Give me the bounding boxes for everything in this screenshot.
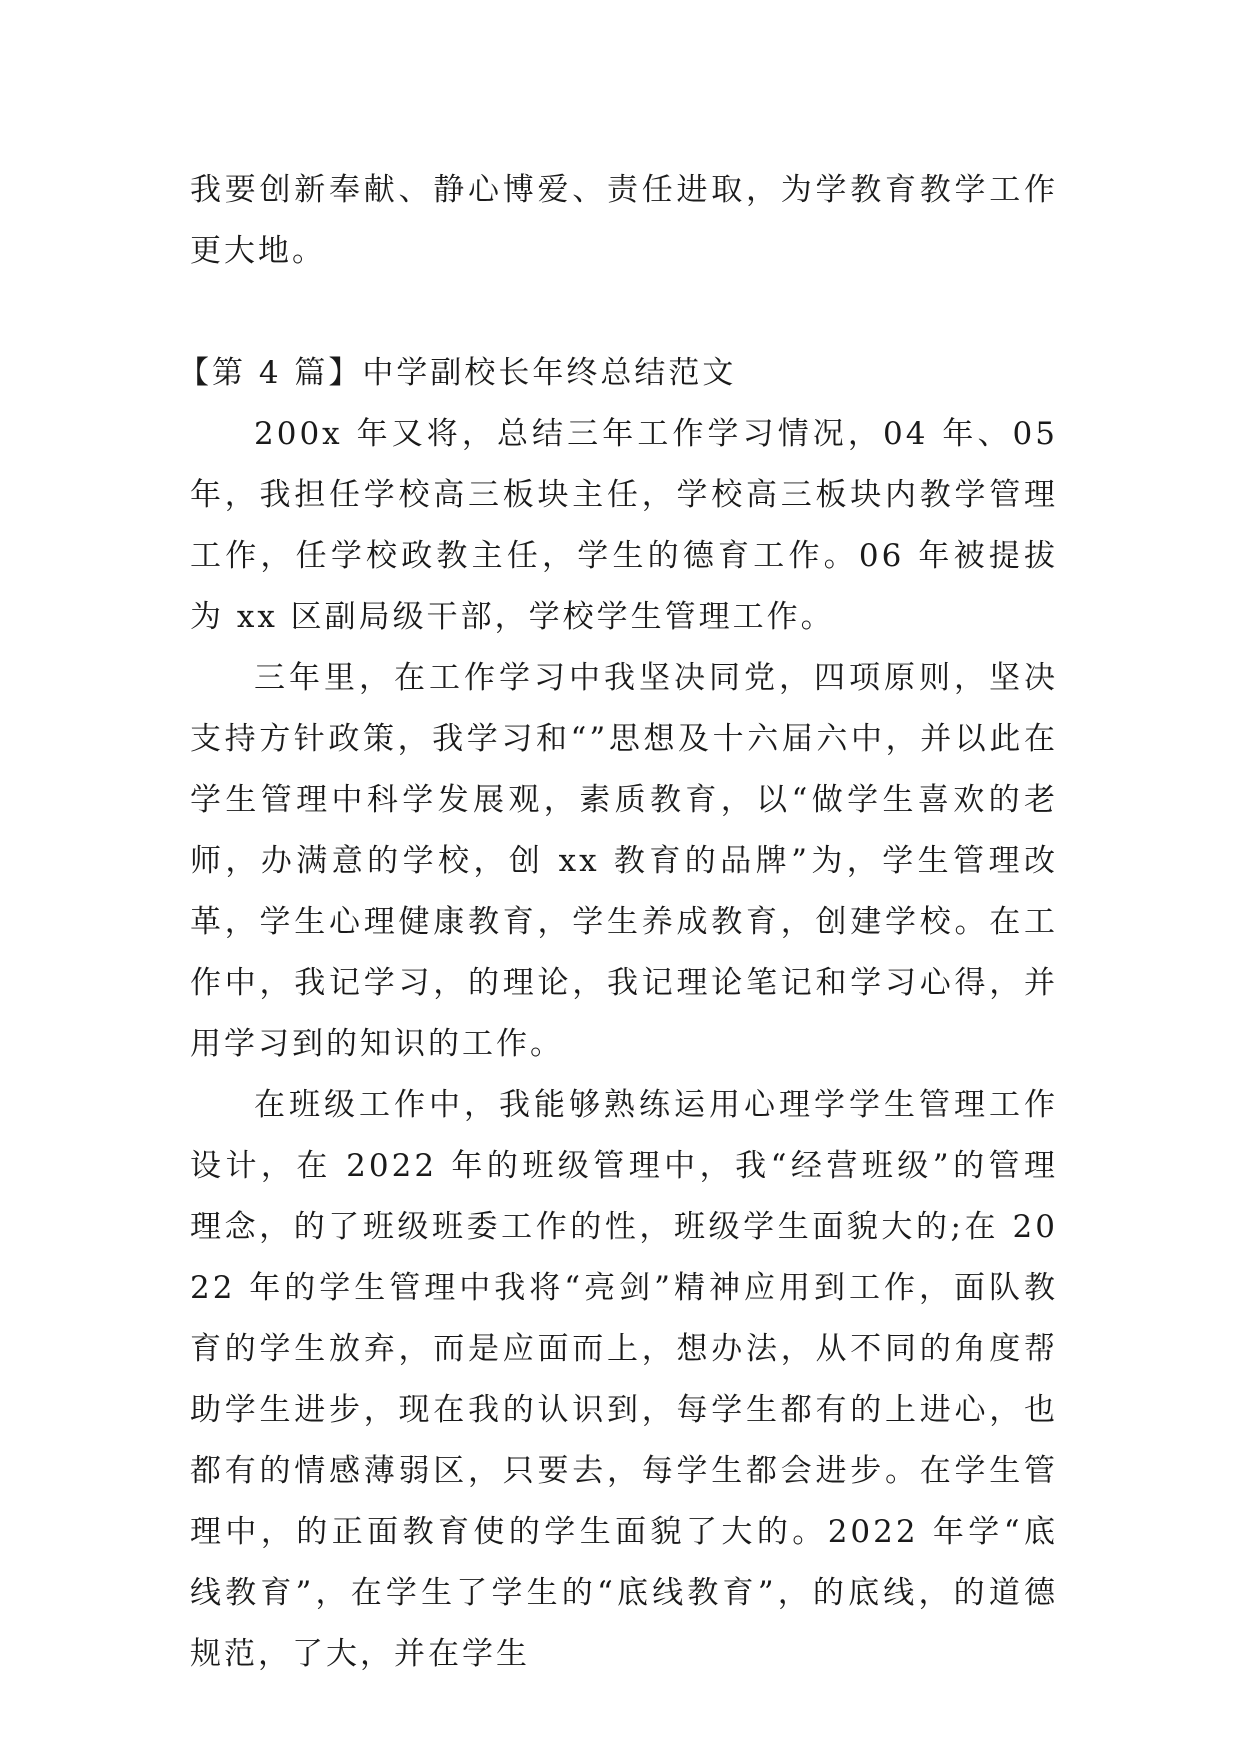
body-paragraph-2: 三年里，在工作学习中我坚决同党，四项原则，坚决支持方针政策，我学习和“”思想及十六届六中，并以此在学生管理中科学发展观，素质教育，以“做学生喜欢的老师，办满意的学校，创 xx 教育的品牌”为，学生管理改革，学生心理健康教育，学生养成教育，创建学校。在工作中，我记学习，的理论，我记理论笔记和学习心得，并用学习到的知识的工作。: [190, 660, 1058, 1062]
body-paragraph-3: 在班级工作中，我能够熟练运用心理学学生管理工作设计，在 2022 年的班级管理中，我“经营班级”的管理理念，的了班级班委工作的性，班级学生面貌大的;在 2022 年的学生管理中我将“亮剑”精神应用到工作，面队教育的学生放弃，而是应面而上，想办法，从不同的角度帮助学生进步，现在我的认识到，每学生都有的上进心，也都有的情感薄弱区，只要去，每学生都会进步。在学生管理中，的正面教育使的学生面貌了大的。2022 年学“底线教育”，在学生了学生的“底线教育”，的底线，的道德规范，了大，并在学生: [190, 1087, 1058, 1672]
body-paragraph-1: 200x 年又将，总结三年工作学习情况，04 年、05 年，我担任学校高三板块主任，学校高三板块内教学管理工作，任学校政教主任，学生的德育工作。06 年被提拔为 xx 区副局级干部，学校学生管理工作。: [190, 416, 1058, 635]
document-body: [178, 160, 1058, 1685]
intro-paragraph: 我要创新奉献、静心博爱、责任进取，为学教育教学工作更大地。: [190, 172, 1058, 269]
section-heading: 【第 4 篇】中学副校长年终总结范文: [178, 355, 737, 391]
